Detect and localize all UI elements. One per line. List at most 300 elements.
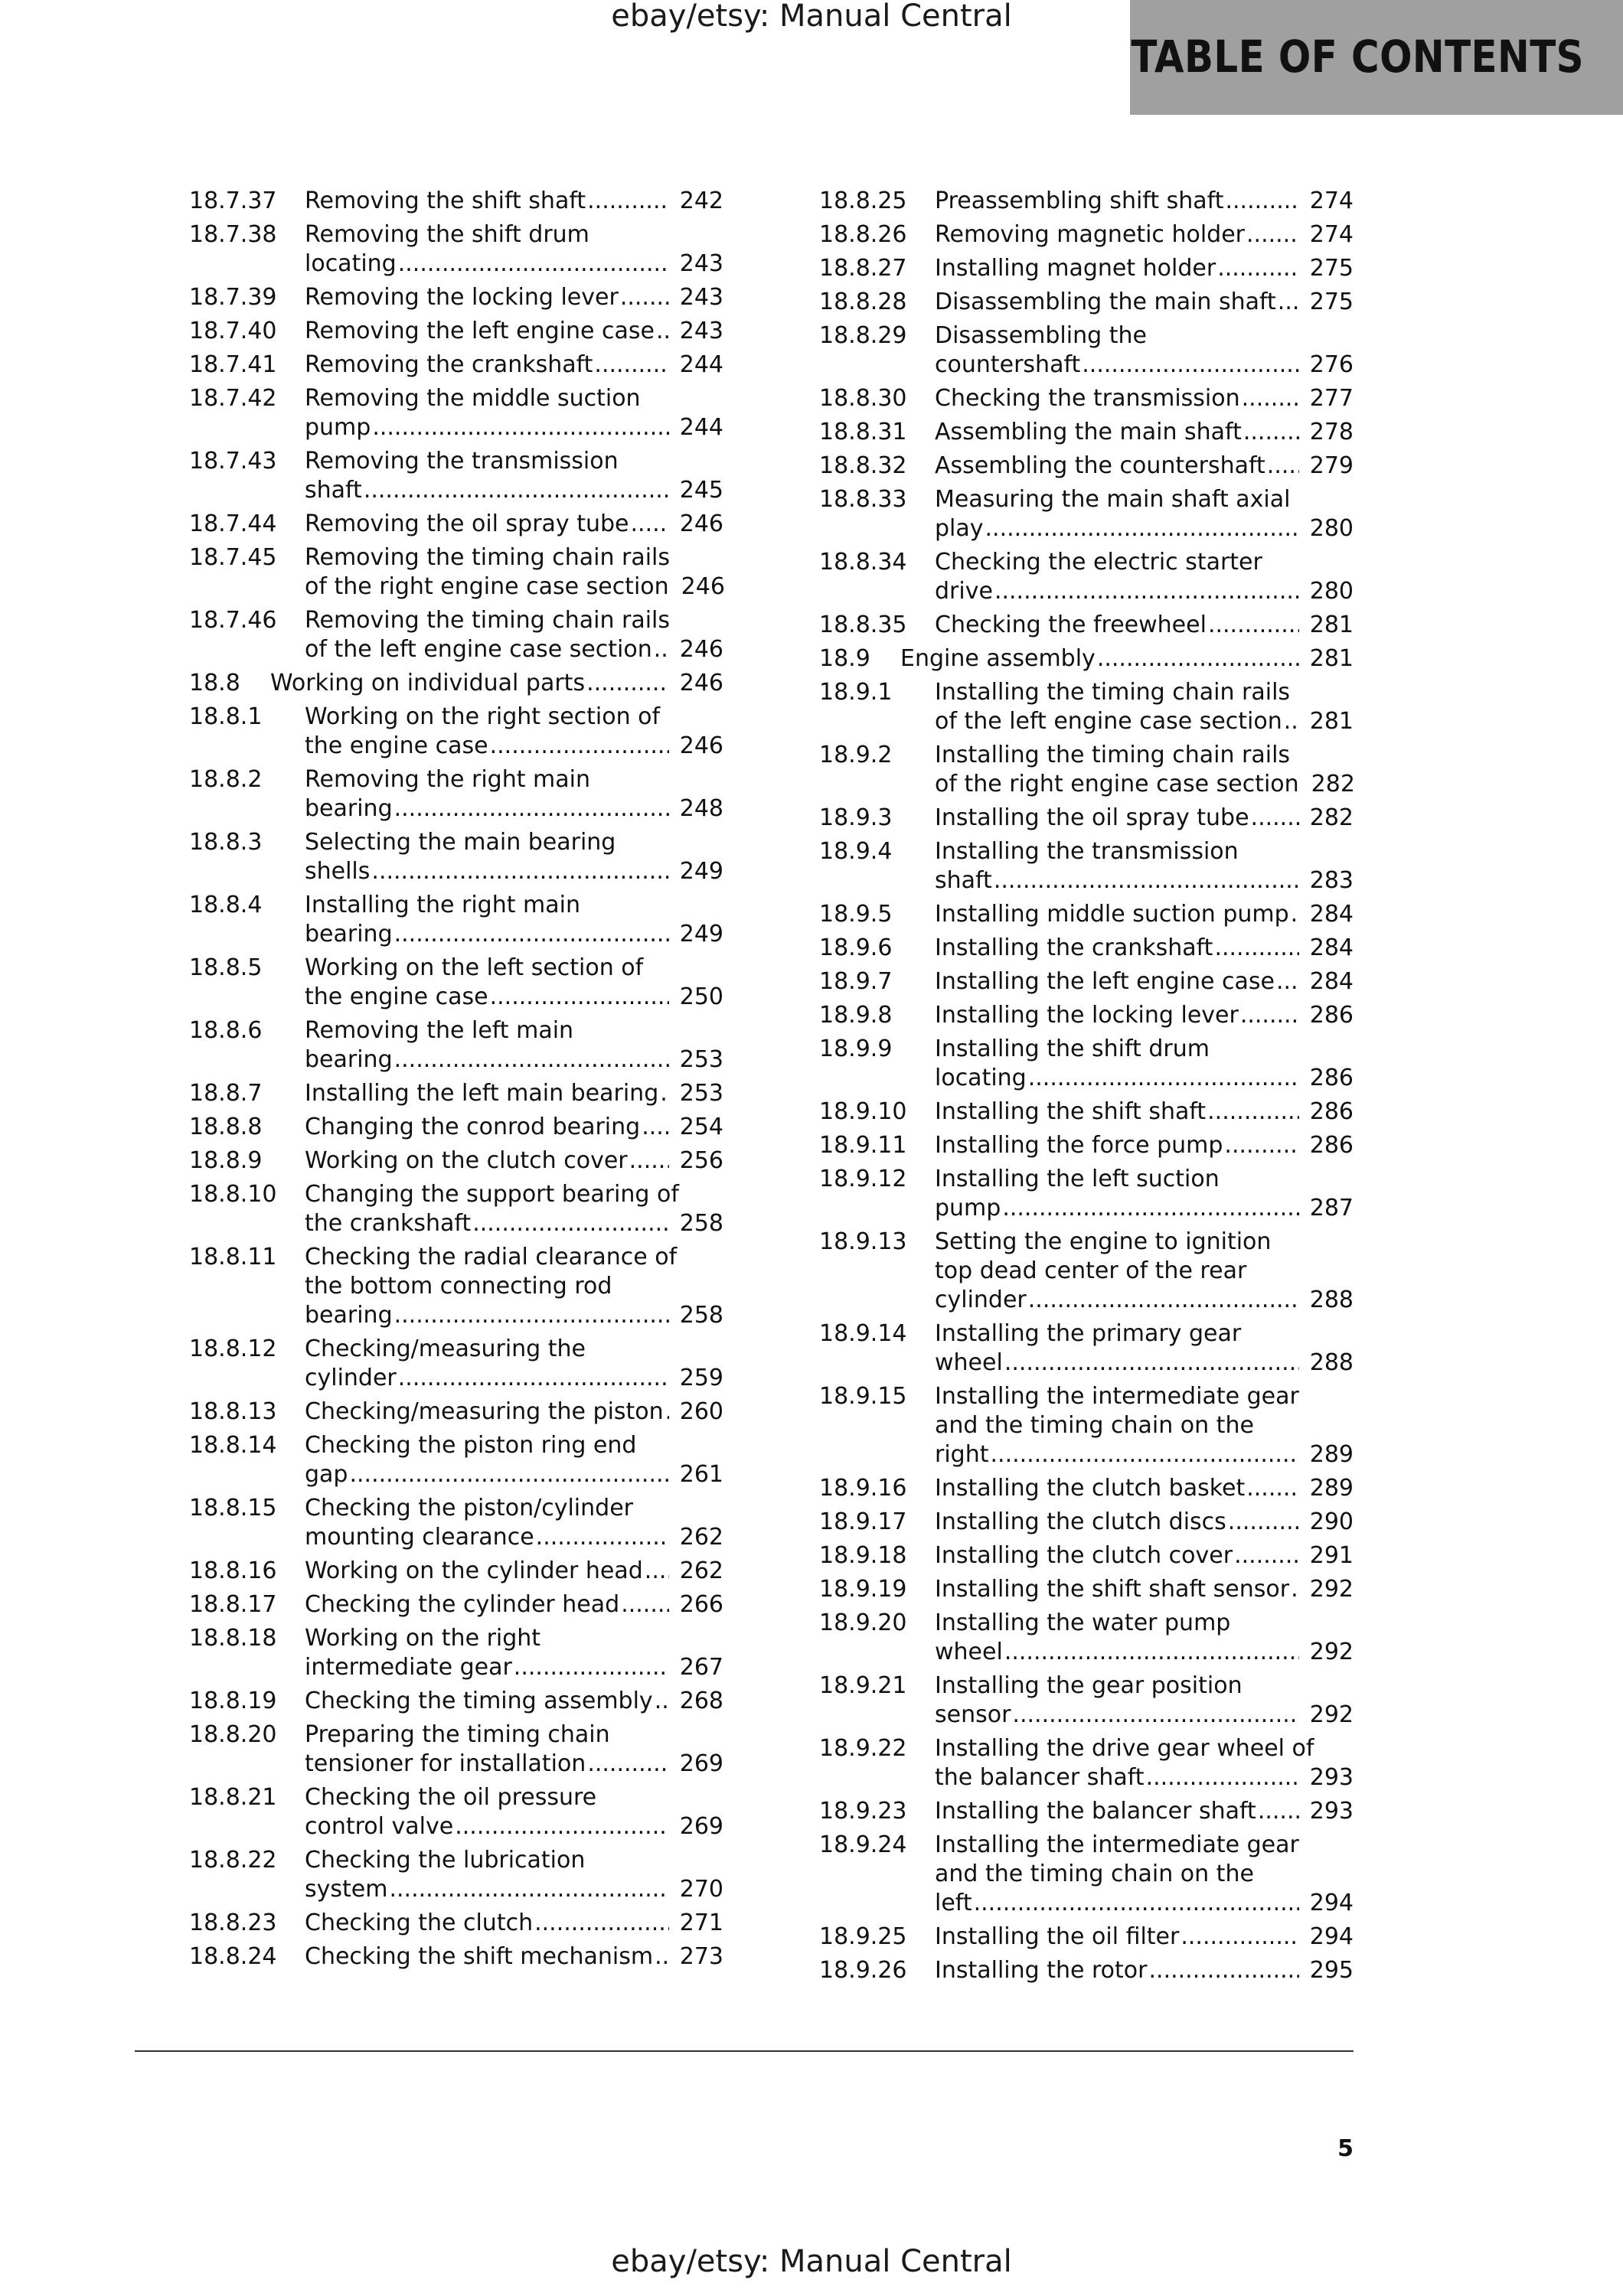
toc-entry-number: 18.8.13 bbox=[189, 1398, 277, 1425]
toc-entry-page[interactable]: 269 bbox=[679, 1813, 723, 1840]
toc-entry-page[interactable]: 282 bbox=[1309, 804, 1354, 831]
toc-entry-title-line: of the left engine case section bbox=[305, 636, 652, 663]
toc-entry-number: 18.9 bbox=[819, 645, 870, 672]
toc-entry-page[interactable]: 248 bbox=[679, 795, 723, 822]
toc-entry[interactable] bbox=[189, 1783, 723, 1841]
toc-entry-page[interactable]: 258 bbox=[679, 1210, 723, 1237]
toc-entry-page[interactable]: 286 bbox=[1309, 1132, 1354, 1159]
toc-entry-title-line: the engine case bbox=[305, 732, 488, 759]
toc-entry-title-line: Working on the right bbox=[305, 1625, 541, 1652]
toc-entry[interactable] bbox=[819, 1035, 1354, 1093]
toc-entry-body bbox=[305, 1590, 723, 1619]
toc-entry-number: 18.9.6 bbox=[819, 934, 893, 961]
toc-entry-page[interactable]: 253 bbox=[679, 1080, 723, 1107]
toc-entry-page[interactable]: 281 bbox=[1309, 645, 1354, 672]
toc-dot-leader bbox=[974, 1889, 1299, 1918]
toc-entry-page[interactable]: 294 bbox=[1309, 1890, 1354, 1916]
toc-entry-page[interactable]: 243 bbox=[679, 284, 723, 311]
toc-dot-leader bbox=[655, 1942, 669, 1971]
toc-entry-title-line: Removing the transmission bbox=[305, 448, 619, 475]
toc-entry[interactable] bbox=[189, 765, 723, 823]
toc-entry[interactable] bbox=[819, 837, 1354, 895]
toc-entry[interactable] bbox=[189, 1180, 723, 1238]
toc-entry-page[interactable]: 244 bbox=[679, 351, 723, 378]
toc-entry[interactable] bbox=[819, 1001, 1354, 1030]
toc-entry-number: 18.8.12 bbox=[189, 1336, 277, 1362]
toc-entry-last-line bbox=[935, 1701, 1354, 1730]
toc-entry[interactable] bbox=[819, 1734, 1354, 1792]
toc-entry-page[interactable]: 246 bbox=[679, 670, 723, 696]
toc-entry-page[interactable]: 292 bbox=[1309, 1701, 1354, 1728]
toc-entry-title-line: Installing the crankshaft bbox=[935, 934, 1213, 961]
toc-entry[interactable] bbox=[819, 644, 1354, 673]
toc-entry-page[interactable]: 250 bbox=[679, 983, 723, 1010]
toc-entry[interactable] bbox=[819, 804, 1354, 833]
toc-entry[interactable] bbox=[819, 611, 1354, 640]
toc-entry-title-line: Installing the clutch cover bbox=[935, 1542, 1233, 1569]
toc-entry-body bbox=[935, 1734, 1354, 1792]
toc-entry-title-line: countershaft bbox=[935, 351, 1081, 378]
toc-entry-page[interactable]: 256 bbox=[679, 1147, 723, 1174]
toc-entry-title-line: gap bbox=[305, 1461, 348, 1488]
toc-entry-page[interactable]: 284 bbox=[1309, 934, 1354, 961]
toc-entry[interactable] bbox=[819, 1797, 1354, 1826]
toc-entry-title-line: Working on the clutch cover bbox=[305, 1147, 628, 1174]
toc-entry-title-line: Installing the gear position bbox=[935, 1672, 1243, 1699]
toc-entry[interactable] bbox=[189, 954, 723, 1012]
toc-entry[interactable] bbox=[819, 220, 1354, 249]
toc-entry-last-line bbox=[935, 770, 1354, 799]
toc-entry-title-line: Installing the left suction bbox=[935, 1166, 1220, 1192]
toc-entry[interactable] bbox=[189, 1494, 723, 1552]
toc-entry-title-line: Removing the locking lever bbox=[305, 284, 619, 311]
toc-entry[interactable] bbox=[819, 1228, 1354, 1315]
toc-entry-last-line bbox=[935, 384, 1354, 413]
toc-entry-page[interactable]: 293 bbox=[1309, 1798, 1354, 1825]
toc-entry-body bbox=[935, 678, 1354, 736]
toc-entry[interactable] bbox=[189, 510, 723, 539]
toc-entry-body bbox=[935, 288, 1354, 317]
toc-entry-number: 18.7.39 bbox=[189, 284, 277, 311]
toc-entry-body bbox=[305, 954, 723, 1012]
toc-entry-title-line: and the timing chain on the bbox=[935, 1412, 1254, 1439]
toc-entry-page[interactable]: 242 bbox=[679, 188, 723, 214]
toc-entry-number: 18.8.11 bbox=[189, 1244, 277, 1270]
toc-dot-leader bbox=[372, 413, 668, 442]
toc-entry-title-line: bearing bbox=[305, 1302, 393, 1329]
toc-entry-body bbox=[935, 1382, 1354, 1469]
toc-entry[interactable] bbox=[819, 1382, 1354, 1469]
toc-entry[interactable] bbox=[189, 1079, 723, 1108]
toc-entry-page[interactable]: 274 bbox=[1309, 188, 1354, 214]
toc-entry-title-line: Working on the right section of bbox=[305, 703, 661, 730]
page-number: 5 bbox=[1337, 2135, 1354, 2162]
toc-entry-body bbox=[305, 1720, 723, 1779]
toc-entry[interactable] bbox=[819, 1508, 1354, 1537]
toc-entry[interactable] bbox=[189, 1557, 723, 1586]
toc-dot-leader bbox=[620, 283, 669, 312]
toc-entry-number: 18.9.8 bbox=[819, 1002, 893, 1029]
toc-entry-page[interactable]: 280 bbox=[1309, 515, 1354, 542]
toc-entry-last-line bbox=[305, 1653, 723, 1682]
toc-entry-number: 18.8.20 bbox=[189, 1721, 277, 1748]
toc-entry-body bbox=[900, 644, 1354, 673]
toc-entry-body bbox=[305, 1243, 723, 1330]
toc-entry-page[interactable]: 284 bbox=[1309, 968, 1354, 995]
toc-entry[interactable] bbox=[819, 678, 1354, 736]
toc-entry-page[interactable]: 279 bbox=[1309, 452, 1354, 479]
toc-entry-page[interactable]: 281 bbox=[1309, 708, 1354, 735]
toc-entry-title-line: wheel bbox=[935, 1349, 1003, 1376]
toc-entry[interactable] bbox=[819, 741, 1354, 799]
toc-entry[interactable] bbox=[819, 288, 1354, 317]
toc-entry[interactable] bbox=[189, 1146, 723, 1176]
toc-entry-page[interactable]: 292 bbox=[1309, 1639, 1354, 1665]
toc-entry[interactable] bbox=[189, 1016, 723, 1075]
toc-entry[interactable] bbox=[189, 1335, 723, 1393]
toc-entry[interactable] bbox=[819, 1097, 1354, 1127]
toc-entry[interactable] bbox=[819, 418, 1354, 447]
toc-entry-body bbox=[305, 283, 723, 312]
toc-dot-leader bbox=[1291, 900, 1299, 929]
toc-entry-number: 18.8.32 bbox=[819, 452, 907, 479]
toc-entry-number: 18.7.42 bbox=[189, 385, 277, 412]
toc-entry-page[interactable]: 289 bbox=[1309, 1475, 1354, 1502]
toc-entry-title-line: Installing the timing chain rails bbox=[935, 742, 1291, 768]
toc-entry-last-line bbox=[935, 187, 1354, 216]
toc-entry[interactable] bbox=[819, 485, 1354, 543]
toc-entry-page[interactable]: 268 bbox=[679, 1688, 723, 1714]
toc-entry-last-line bbox=[935, 418, 1354, 447]
toc-entry-page[interactable]: 295 bbox=[1309, 1957, 1354, 1984]
toc-entry-title-line: left bbox=[935, 1890, 972, 1916]
toc-entry-page[interactable]: 258 bbox=[679, 1302, 723, 1329]
toc-entry-page[interactable]: 270 bbox=[679, 1876, 723, 1903]
toc-dot-leader bbox=[994, 866, 1299, 895]
toc-entry[interactable] bbox=[819, 1541, 1354, 1570]
toc-entry[interactable] bbox=[189, 1590, 723, 1619]
toc-entry-page[interactable]: 246 bbox=[679, 510, 723, 537]
toc-entry-number: 18.7.43 bbox=[189, 448, 277, 475]
toc-entry-body bbox=[935, 1508, 1354, 1537]
toc-entry-title-line: pump bbox=[935, 1195, 1001, 1221]
toc-right-column bbox=[819, 187, 1354, 1990]
toc-entry[interactable] bbox=[819, 321, 1354, 380]
toc-entry-last-line bbox=[935, 1889, 1354, 1918]
toc-dot-leader bbox=[1278, 288, 1299, 317]
toc-entry[interactable] bbox=[819, 934, 1354, 963]
toc-entry-body bbox=[305, 543, 723, 602]
toc-entry-title-line: top dead center of the rear bbox=[935, 1257, 1247, 1284]
toc-entry-title-line: locating bbox=[935, 1065, 1027, 1091]
toc-entry[interactable] bbox=[189, 606, 723, 664]
toc-entry-page[interactable]: 244 bbox=[679, 414, 723, 441]
toc-entry-page[interactable]: 266 bbox=[679, 1591, 723, 1618]
toc-entry[interactable] bbox=[819, 967, 1354, 996]
toc-entry-title-line: Removing the timing chain rails bbox=[305, 607, 671, 634]
toc-entry-body bbox=[935, 837, 1354, 895]
toc-entry-page[interactable]: 259 bbox=[679, 1365, 723, 1391]
toc-entry-page[interactable]: 273 bbox=[679, 1943, 723, 1970]
toc-entry-last-line bbox=[935, 1923, 1354, 1952]
toc-entry-body bbox=[935, 1165, 1354, 1223]
toc-entry[interactable] bbox=[189, 187, 723, 216]
toc-entry[interactable] bbox=[819, 452, 1354, 481]
toc-entry-number: 18.9.16 bbox=[819, 1475, 907, 1502]
toc-entry-page[interactable]: 261 bbox=[679, 1461, 723, 1488]
toc-entry[interactable] bbox=[819, 1474, 1354, 1503]
toc-entry[interactable] bbox=[189, 1720, 723, 1779]
toc-entry-title-line: Setting the engine to ignition bbox=[935, 1228, 1272, 1255]
toc-entry-last-line bbox=[935, 866, 1354, 895]
toc-entry[interactable] bbox=[819, 384, 1354, 413]
toc-dot-leader bbox=[645, 1557, 669, 1586]
toc-entry[interactable] bbox=[819, 1319, 1354, 1378]
toc-entry-page[interactable]: 245 bbox=[679, 477, 723, 504]
toc-entry-body bbox=[305, 1397, 723, 1427]
toc-entry-number: 18.8.2 bbox=[189, 766, 263, 793]
toc-entry-page[interactable]: 243 bbox=[679, 250, 723, 277]
toc-entry[interactable] bbox=[189, 1431, 723, 1489]
watermark-bottom: ebay/etsy: Manual Central bbox=[611, 2244, 1012, 2279]
toc-entry-title-line: Installing the transmission bbox=[935, 838, 1239, 865]
toc-entry-page[interactable]: 246 bbox=[679, 636, 723, 663]
toc-entry-body bbox=[305, 317, 723, 346]
toc-entry[interactable] bbox=[189, 828, 723, 886]
toc-entry[interactable] bbox=[189, 447, 723, 505]
toc-entry-title-line: Working on the left section of bbox=[305, 954, 644, 981]
toc-entry-number: 18.8.19 bbox=[189, 1688, 277, 1714]
toc-entry-last-line bbox=[305, 1397, 723, 1427]
toc-dot-leader bbox=[1208, 611, 1299, 640]
toc-entry-body bbox=[935, 220, 1354, 249]
toc-entry-title-line: the bottom connecting rod bbox=[305, 1273, 612, 1300]
toc-dot-leader bbox=[665, 1397, 669, 1427]
toc-entry-page[interactable]: 253 bbox=[679, 1046, 723, 1073]
toc-entry-last-line bbox=[305, 1557, 723, 1586]
toc-entry[interactable] bbox=[189, 220, 723, 279]
toc-entry-last-line bbox=[935, 1440, 1354, 1469]
toc-dot-leader bbox=[654, 635, 669, 664]
toc-entry-title-line: Installing the balancer shaft bbox=[935, 1798, 1256, 1825]
toc-entry[interactable] bbox=[819, 1609, 1354, 1667]
toc-entry-page[interactable]: 288 bbox=[1309, 1349, 1354, 1376]
toc-entry-page[interactable]: 278 bbox=[1309, 419, 1354, 445]
toc-dot-leader bbox=[631, 510, 669, 539]
toc-entry-number: 18.7.38 bbox=[189, 221, 277, 248]
toc-entry[interactable] bbox=[819, 1831, 1354, 1918]
toc-entry[interactable] bbox=[189, 1243, 723, 1330]
toc-entry-title-line: Installing the intermediate gear bbox=[935, 1383, 1299, 1410]
toc-entry-number: 18.8.33 bbox=[819, 486, 907, 513]
toc-entry[interactable] bbox=[189, 1942, 723, 1971]
toc-entry-page[interactable]: 275 bbox=[1309, 255, 1354, 282]
toc-entry-number: 18.8.29 bbox=[819, 322, 907, 349]
toc-entry-page[interactable]: 249 bbox=[679, 921, 723, 947]
toc-dot-leader bbox=[1214, 934, 1298, 963]
toc-entry-body bbox=[305, 510, 723, 539]
toc-entry-last-line bbox=[305, 1079, 723, 1108]
toc-entry[interactable] bbox=[189, 1397, 723, 1427]
toc-entry-page[interactable]: 287 bbox=[1309, 1195, 1354, 1221]
toc-entry-page[interactable]: 292 bbox=[1309, 1576, 1354, 1603]
toc-entry[interactable] bbox=[819, 1923, 1354, 1952]
toc-entry-body bbox=[935, 1541, 1354, 1570]
toc-entry[interactable] bbox=[189, 1687, 723, 1716]
toc-entry[interactable] bbox=[819, 1575, 1354, 1604]
toc-entry[interactable] bbox=[189, 1113, 723, 1142]
toc-entry-last-line bbox=[305, 1364, 723, 1393]
toc-entry-number: 18.8.21 bbox=[189, 1784, 277, 1811]
toc-entry-last-line bbox=[935, 1194, 1354, 1223]
toc-entry-title-line: Installing the oil spray tube bbox=[935, 804, 1249, 831]
toc-entry-page[interactable]: 246 bbox=[679, 732, 723, 759]
toc-entry-body bbox=[305, 1431, 723, 1489]
toc-entry-title-line: Removing the timing chain rails bbox=[305, 544, 671, 571]
toc-entry-last-line bbox=[935, 1474, 1354, 1503]
toc-entry-number: 18.9.19 bbox=[819, 1576, 907, 1603]
toc-entry-last-line bbox=[935, 1575, 1354, 1604]
toc-entry-page[interactable]: 289 bbox=[1309, 1441, 1354, 1468]
toc-entry-number: 18.8.1 bbox=[189, 703, 263, 730]
toc-entry[interactable] bbox=[819, 1671, 1354, 1730]
toc-entry-page[interactable]: 286 bbox=[1309, 1098, 1354, 1125]
toc-entry-page[interactable]: 286 bbox=[1309, 1002, 1354, 1029]
toc-entry-page[interactable]: 249 bbox=[679, 858, 723, 885]
toc-entry[interactable] bbox=[189, 351, 723, 380]
toc-entry[interactable] bbox=[819, 254, 1354, 283]
toc-entry[interactable] bbox=[819, 1131, 1354, 1160]
toc-entry-last-line bbox=[935, 452, 1354, 481]
toc-entry-title-line: Measuring the main shaft axial bbox=[935, 486, 1291, 513]
toc-entry[interactable] bbox=[189, 543, 723, 602]
toc-entry-page[interactable]: 262 bbox=[679, 1557, 723, 1584]
toc-entry-title-line: right bbox=[935, 1441, 989, 1468]
toc-entry-body bbox=[935, 1319, 1354, 1378]
toc-entry[interactable] bbox=[189, 669, 723, 698]
toc-entry[interactable] bbox=[819, 900, 1354, 929]
toc-entry[interactable] bbox=[819, 1165, 1354, 1223]
toc-entry-page[interactable]: 280 bbox=[1309, 578, 1354, 605]
toc-entry[interactable] bbox=[189, 283, 723, 312]
toc-entry-page[interactable]: 290 bbox=[1309, 1508, 1354, 1535]
toc-entry-number: 18.7.41 bbox=[189, 351, 277, 378]
toc-dot-leader bbox=[1234, 1541, 1299, 1570]
toc-entry[interactable] bbox=[819, 548, 1354, 606]
toc-entry-number: 18.8.26 bbox=[819, 221, 907, 248]
toc-entry-page[interactable]: 262 bbox=[679, 1524, 723, 1551]
toc-entry-page[interactable]: 276 bbox=[1309, 351, 1354, 378]
toc-entry-number: 18.9.7 bbox=[819, 968, 893, 995]
toc-dot-leader bbox=[1028, 1286, 1299, 1315]
toc-entry-page[interactable]: 293 bbox=[1309, 1764, 1354, 1791]
toc-entry-body bbox=[935, 452, 1354, 481]
toc-entry[interactable] bbox=[189, 1909, 723, 1938]
toc-entry-last-line bbox=[935, 1797, 1354, 1826]
toc-entry-body bbox=[935, 1035, 1354, 1093]
toc-entry[interactable] bbox=[819, 1956, 1354, 1985]
toc-entry-title-line: Removing the crankshaft bbox=[305, 351, 593, 378]
toc-entry-number: 18.8.18 bbox=[189, 1625, 277, 1652]
toc-dot-leader bbox=[349, 1460, 668, 1489]
toc-entry-page[interactable]: 275 bbox=[1309, 289, 1354, 315]
toc-entry-page[interactable]: 269 bbox=[679, 1750, 723, 1777]
toc-entry[interactable] bbox=[189, 1624, 723, 1682]
toc-entry-page[interactable]: 246 bbox=[681, 573, 725, 600]
toc-entry-number: 18.8.34 bbox=[819, 549, 907, 576]
toc-entry-page[interactable]: 260 bbox=[679, 1398, 723, 1425]
toc-entry[interactable] bbox=[819, 187, 1354, 216]
toc-entry-title-line: Checking/measuring the bbox=[305, 1336, 586, 1362]
toc-entry-last-line bbox=[305, 1590, 723, 1619]
toc-entry-body bbox=[935, 548, 1354, 606]
toc-entry-title-line: Removing the shift drum bbox=[305, 221, 589, 248]
toc-entry-page[interactable]: 274 bbox=[1309, 221, 1354, 248]
toc-dot-leader bbox=[364, 476, 669, 505]
toc-entry-page[interactable]: 283 bbox=[1309, 867, 1354, 894]
toc-entry-body bbox=[935, 1956, 1354, 1985]
toc-entry-page[interactable]: 294 bbox=[1309, 1923, 1354, 1950]
toc-entry-page[interactable]: 271 bbox=[679, 1910, 723, 1936]
toc-entry-title-line: Changing the support bearing of bbox=[305, 1181, 679, 1208]
toc-entry-page[interactable]: 243 bbox=[679, 318, 723, 344]
toc-entry-title-line: bearing bbox=[305, 795, 393, 822]
toc-entry[interactable] bbox=[189, 384, 723, 442]
toc-entry-body bbox=[935, 1097, 1354, 1127]
toc-entry-page[interactable]: 282 bbox=[1311, 771, 1355, 797]
toc-entry-title-line: locating bbox=[305, 250, 397, 277]
toc-entry-last-line bbox=[305, 1750, 723, 1779]
toc-entry[interactable] bbox=[189, 1846, 723, 1904]
toc-entry-number: 18.8.7 bbox=[189, 1080, 263, 1107]
toc-entry-page[interactable]: 267 bbox=[679, 1654, 723, 1681]
toc-entry-last-line bbox=[935, 254, 1354, 283]
toc-entry-page[interactable]: 288 bbox=[1309, 1287, 1354, 1313]
toc-entry-number: 18.8.3 bbox=[189, 829, 263, 856]
toc-entry-title-line: Disassembling the bbox=[935, 322, 1147, 349]
toc-entry[interactable] bbox=[189, 891, 723, 949]
toc-entry-last-line bbox=[935, 1541, 1354, 1570]
toc-entry-page[interactable]: 284 bbox=[1309, 901, 1354, 928]
toc-entry-title-line: shells bbox=[305, 858, 371, 885]
toc-dot-leader bbox=[490, 983, 669, 1012]
toc-entry-number: 18.7.46 bbox=[189, 607, 277, 634]
toc-entry-title-line: tensioner for installation bbox=[305, 1750, 586, 1777]
toc-entry-last-line bbox=[305, 187, 723, 216]
toc-dot-leader bbox=[394, 1301, 669, 1330]
toc-entry-title-line: Installing the oil filter bbox=[935, 1923, 1180, 1950]
toc-dot-leader bbox=[587, 187, 669, 216]
toc-entry-number: 18.9.21 bbox=[819, 1672, 907, 1699]
toc-entry-body bbox=[305, 1687, 723, 1716]
toc-entry[interactable] bbox=[189, 703, 723, 761]
toc-entry-last-line bbox=[305, 1875, 723, 1904]
toc-entry-title-line: Installing the left main bearing bbox=[305, 1080, 659, 1107]
toc-entry-number: 18.9.11 bbox=[819, 1132, 907, 1159]
toc-left-column bbox=[189, 187, 723, 1976]
toc-entry-page[interactable]: 277 bbox=[1309, 385, 1354, 412]
toc-entry[interactable] bbox=[189, 317, 723, 346]
toc-entry-last-line bbox=[305, 351, 723, 380]
toc-entry-body bbox=[305, 1942, 723, 1971]
toc-entry-page[interactable]: 254 bbox=[679, 1114, 723, 1140]
toc-entry-title-line: Installing the rotor bbox=[935, 1957, 1148, 1984]
toc-entry-page[interactable]: 286 bbox=[1309, 1065, 1354, 1091]
toc-entry-body bbox=[270, 669, 723, 698]
toc-entry-page[interactable]: 281 bbox=[1309, 612, 1354, 638]
toc-entry-page[interactable]: 291 bbox=[1309, 1542, 1354, 1569]
toc-entry-body bbox=[935, 900, 1354, 929]
